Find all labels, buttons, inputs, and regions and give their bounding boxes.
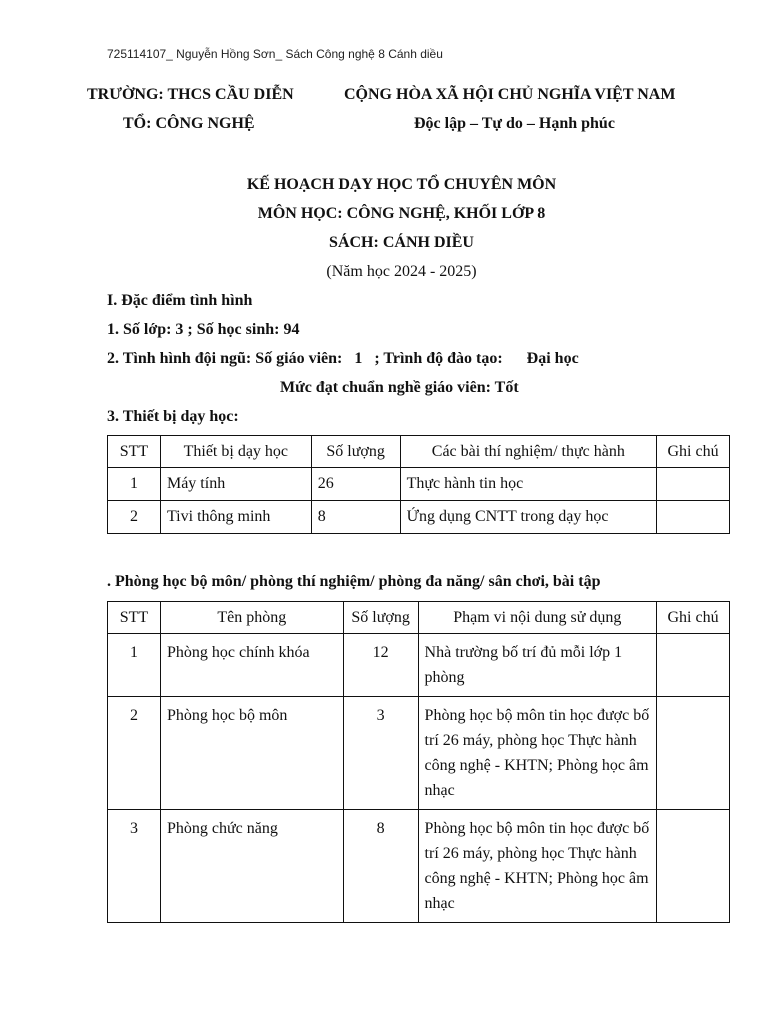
table-header-row bbox=[108, 436, 730, 468]
table-cell: 8 bbox=[343, 810, 418, 923]
rooms-table bbox=[107, 601, 730, 923]
table-cell: Máy tính bbox=[160, 468, 311, 501]
equipment-table bbox=[107, 435, 730, 534]
table-cell: Ứng dụng CNTT trong dạy học bbox=[400, 501, 656, 534]
table-cell: Phòng chức năng bbox=[160, 810, 343, 923]
header-cell: Số lượng bbox=[343, 602, 418, 634]
table-cell: 1 bbox=[108, 468, 161, 501]
table-row bbox=[108, 468, 730, 501]
equipment-heading: 3. Thiết bị dạy học: bbox=[107, 408, 239, 425]
book-title: SÁCH: CÁNH DIỀU bbox=[329, 234, 474, 251]
table-row bbox=[108, 634, 730, 697]
nation-motto: Độc lập – Tự do – Hạnh phúc bbox=[414, 115, 615, 132]
plan-title: KẾ HOẠCH DẠY HỌC TỔ CHUYÊN MÔN bbox=[246, 176, 557, 193]
department-name: TỔ: CÔNG NGHỆ bbox=[123, 115, 255, 132]
header-cell: Phạm vi nội dung sử dụng bbox=[418, 602, 657, 634]
staff-info: 2. Tình hình đội ngũ: Số giáo viên: 1 ; Trình độ đào tạo: Đại học bbox=[107, 350, 579, 367]
table-cell: 8 bbox=[311, 501, 400, 534]
subject-title: MÔN HỌC: CÔNG NGHỆ, KHỐI LỚP 8 bbox=[257, 205, 546, 222]
table-cell: Phòng học bộ môn tin học được bố trí 26 máy, phòng học Thực hành công nghệ - KHTN; Phòng học âm nhạc bbox=[418, 810, 657, 923]
table-cell bbox=[657, 697, 730, 810]
table-cell bbox=[657, 501, 730, 534]
school-year: (Năm học 2024 - 2025) bbox=[326, 263, 477, 280]
table-cell: 1 bbox=[108, 634, 161, 697]
section-heading: I. Đặc điểm tình hình bbox=[107, 292, 253, 309]
table-cell: Tivi thông minh bbox=[160, 501, 311, 534]
table-cell: 3 bbox=[343, 697, 418, 810]
header-cell: STT bbox=[108, 602, 161, 634]
table-cell: 3 bbox=[108, 810, 161, 923]
header-cell: Ghi chú bbox=[657, 602, 730, 634]
table-cell: 2 bbox=[108, 501, 161, 534]
header-cell: Thiết bị dạy học bbox=[160, 436, 311, 468]
header-cell: Các bài thí nghiệm/ thực hành bbox=[400, 436, 656, 468]
table-header-row bbox=[108, 602, 730, 634]
table-cell: 12 bbox=[343, 634, 418, 697]
table-cell: 26 bbox=[311, 468, 400, 501]
table-cell: Phòng học chính khóa bbox=[160, 634, 343, 697]
table-cell: Nhà trường bố trí đủ mỗi lớp 1 phòng bbox=[418, 634, 657, 697]
table-cell: Thực hành tin học bbox=[400, 468, 656, 501]
school-name: TRƯỜNG: THCS CẦU DIỄN bbox=[87, 86, 294, 103]
table-cell bbox=[657, 810, 730, 923]
table-cell bbox=[657, 634, 730, 697]
header-note: 725114107_ Nguyễn Hồng Sơn_ Sách Công nghệ 8 Cánh diều bbox=[107, 47, 443, 61]
header-cell: Ghi chú bbox=[657, 436, 730, 468]
nation-name: CỘNG HÒA XÃ HỘI CHỦ NGHĨA VIỆT NAM bbox=[344, 86, 676, 103]
table-cell: Phòng học bộ môn bbox=[160, 697, 343, 810]
header-cell: Tên phòng bbox=[160, 602, 343, 634]
table-cell: Phòng học bộ môn tin học được bố trí 26 máy, phòng học Thực hành công nghệ - KHTN; Phòng học âm nhạc bbox=[418, 697, 657, 810]
class-count: 1. Số lớp: 3 ; Số học sinh: 94 bbox=[107, 321, 300, 338]
rooms-heading: . Phòng học bộ môn/ phòng thí nghiệm/ phòng đa năng/ sân chơi, bài tập bbox=[107, 573, 601, 590]
teacher-standard: Mức đạt chuẩn nghề giáo viên: Tốt bbox=[280, 379, 519, 396]
table-row bbox=[108, 501, 730, 534]
table-cell: 2 bbox=[108, 697, 161, 810]
header-cell: Số lượng bbox=[311, 436, 400, 468]
table-row bbox=[108, 810, 730, 923]
table-row bbox=[108, 697, 730, 810]
table-cell bbox=[657, 468, 730, 501]
header-cell: STT bbox=[108, 436, 161, 468]
